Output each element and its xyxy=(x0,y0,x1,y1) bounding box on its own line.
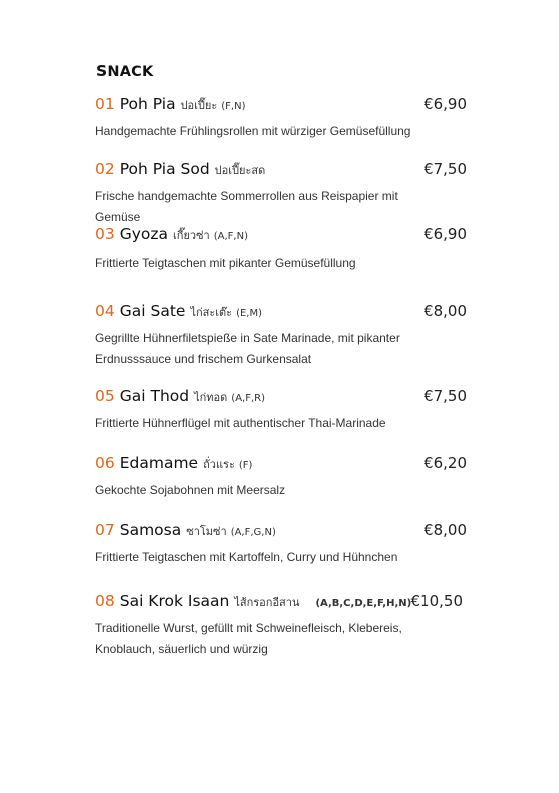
item-thai-name: ไก่ทอด xyxy=(194,391,228,404)
item-thai-name: เกี๊ยวซ่า xyxy=(173,229,210,242)
item-allergens: (A,F,N) xyxy=(213,231,248,242)
item-description: Frittierte Teigtaschen mit pikanter Gemüsefüllung xyxy=(95,256,356,270)
item-description: Gekochte Sojabohnen mit Meersalz xyxy=(95,483,286,497)
item-description: Traditionelle Wurst, gefüllt mit Schweinefleisch, Klebereis, Knoblauch, säuerlich und würzig xyxy=(95,621,402,656)
item-thai-name: ปอเปี๊ยะ xyxy=(180,99,218,112)
item-thai-name: ถั่วแระ xyxy=(203,458,235,471)
item-price: €6,90 xyxy=(424,95,467,113)
menu-item-03 xyxy=(95,225,467,274)
section-title xyxy=(96,62,153,80)
item-thai-name: ซาโมซ่า xyxy=(186,525,227,538)
menu-item-06 xyxy=(95,454,467,501)
item-name: Gyoza xyxy=(119,225,169,243)
item-price: €10,50 xyxy=(410,592,463,610)
item-name: Poh Pia xyxy=(119,95,176,113)
item-price: €6,90 xyxy=(424,225,467,243)
item-thai-name: ปอเปี๊ยะสด xyxy=(214,164,266,177)
item-number: 08 xyxy=(95,592,115,610)
menu-item-04 xyxy=(95,302,467,370)
item-name: Sai Krok Isaan xyxy=(119,592,230,610)
section-title-initial: S xyxy=(96,62,108,80)
item-price: €8,00 xyxy=(424,521,467,539)
menu-item-02 xyxy=(95,160,467,228)
menu-item-05 xyxy=(95,387,467,434)
item-price: €8,00 xyxy=(424,302,467,320)
item-number: 02 xyxy=(95,160,115,178)
section-title-rest: NACK xyxy=(107,64,154,80)
menu-item-01 xyxy=(95,95,467,142)
item-number: 04 xyxy=(95,302,115,320)
item-allergens: (A,F,R) xyxy=(231,393,265,404)
item-price: €7,50 xyxy=(424,160,467,178)
item-number: 06 xyxy=(95,454,115,472)
item-thai-name: ไส้กรอกอีสาน xyxy=(234,596,300,609)
item-price: €6,20 xyxy=(424,454,467,472)
item-number: 07 xyxy=(95,521,115,539)
item-allergens: (A,F,G,N) xyxy=(230,527,276,538)
item-description: Frittierte Hühnerflügel mit authentischer Thai-Marinade xyxy=(95,416,386,430)
item-number: 03 xyxy=(95,225,115,243)
item-thai-name: ไก่สะเต๊ะ xyxy=(190,306,233,319)
item-description: Handgemachte Frühlingsrollen mit würziger Gemüsefüllung xyxy=(95,124,411,138)
item-allergens: (F) xyxy=(238,460,253,471)
menu-item-07 xyxy=(95,521,467,568)
item-name: Poh Pia Sod xyxy=(119,160,210,178)
item-description: Gegrillte Hühnerfiletspieße in Sate Marinade, mit pikanter Erdnusssauce und frischem Gurkensalat xyxy=(95,331,400,366)
item-number: 01 xyxy=(95,95,115,113)
item-price: €7,50 xyxy=(424,387,467,405)
menu-item-08 xyxy=(95,592,467,660)
item-name: Samosa xyxy=(119,521,182,539)
item-description: Frittierte Teigtaschen mit Kartoffeln, Curry und Hühnchen xyxy=(95,550,398,564)
item-name: Gai Thod xyxy=(119,387,190,405)
item-allergens: (F,N) xyxy=(221,101,246,112)
item-name: Edamame xyxy=(119,454,199,472)
item-allergens: (E,M) xyxy=(236,308,263,319)
item-allergens: (A,B,C,D,E,F,H,N) xyxy=(315,598,412,609)
item-description: Frische handgemachte Sommerrollen aus Reispapier mit Gemüse xyxy=(95,189,398,224)
item-number: 05 xyxy=(95,387,115,405)
item-name: Gai Sate xyxy=(119,302,186,320)
